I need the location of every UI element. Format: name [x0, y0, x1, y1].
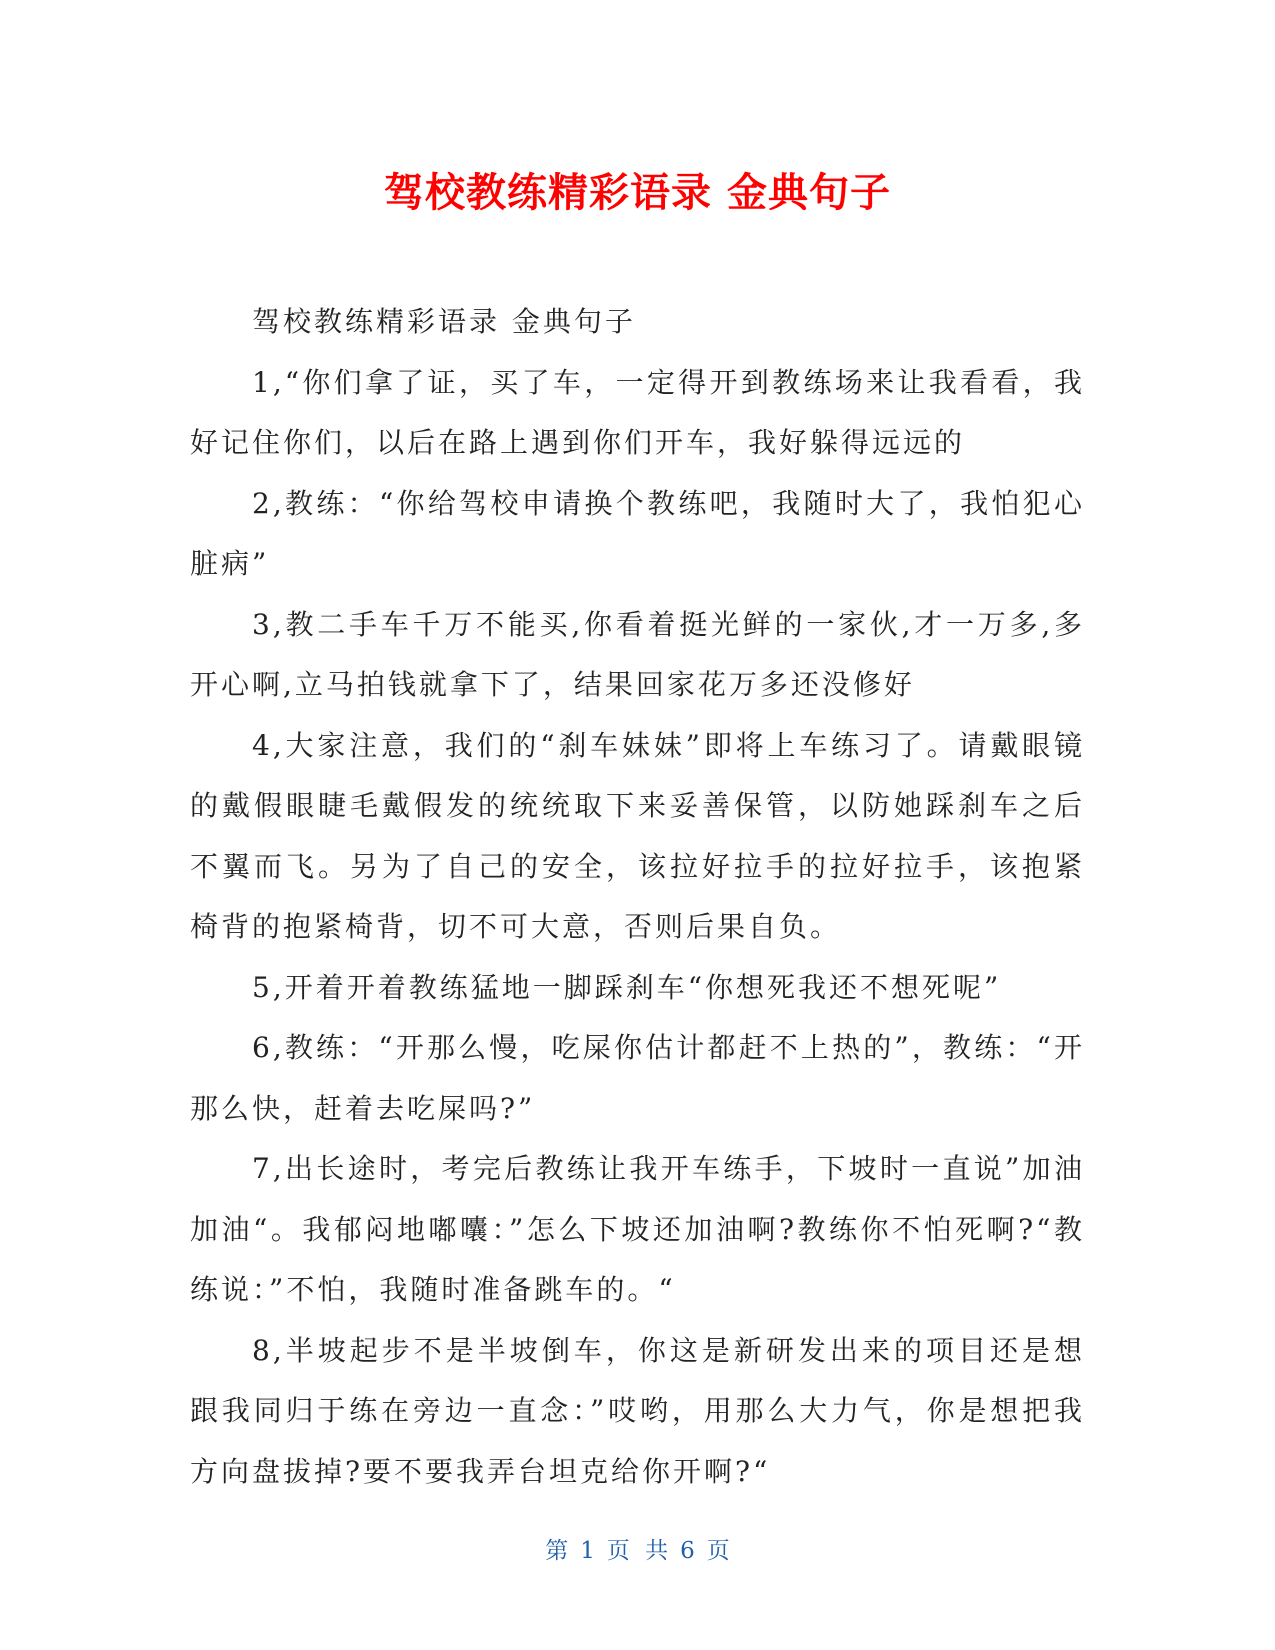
footer-total-pages: 6	[680, 1538, 695, 1564]
paragraph-heading: 驾校教练精彩语录 金典句子	[252, 305, 636, 338]
paragraph-quote-1: 1,“你们拿了证，买了车，一定得开到教练场来让我看看，我好记住你们，以后在路上遇到你们开车，我好躲得远远的	[190, 365, 1085, 459]
paragraph-quote-6: 6,教练：“开那么慢，吃屎你估计都赶不上热的”，教练：“开那么快，赶着去吃屎吗?”	[190, 1031, 1085, 1125]
footer-prefix: 第	[545, 1538, 569, 1564]
page-footer	[0, 1535, 1275, 1567]
document-body	[190, 292, 1085, 1502]
paragraph-quote-4: 4,大家注意，我们的“刹车妹妹”即将上车练习了。请戴眼镜的戴假眼睫毛戴假发的统统取下来妥善保管，以防她踩刹车之后不翼而飞。另为了自己的安全，该拉好拉手的拉好拉手，该抱紧椅背的抱紧椅背，切不可大意，否则后果自负。	[190, 728, 1085, 943]
paragraph-quote-2: 2,教练：“你给驾校申请换个教练吧，我随时大了，我怕犯心脏病”	[190, 486, 1085, 580]
footer-mid: 页 共	[606, 1538, 669, 1564]
paragraph-quote-7: 7,出长途时，考完后教练让我开车练手，下坡时一直说”加油加油“。我郁闷地嘟囔：”怎么下坡还加油啊?教练你不怕死啊?“教练说：”不怕，我随时准备跳车的。“	[190, 1152, 1085, 1306]
paragraph-quote-3: 3,教二手车千万不能买,你看着挺光鲜的一家伙,才一万多,多开心啊,立马拍钱就拿下了，结果回家花万多还没修好	[190, 607, 1085, 701]
footer-page-number: 1	[580, 1538, 595, 1564]
footer-suffix: 页	[706, 1538, 730, 1564]
document-title: 驾校教练精彩语录 金典句子	[384, 170, 891, 216]
paragraph-quote-5: 5,开着开着教练猛地一脚踩刹车“你想死我还不想死呢”	[252, 970, 1002, 1004]
paragraph-quote-8: 8,半坡起步不是半坡倒车，你这是新研发出来的项目还是想跟我同归于练在旁边一直念：”哎哟，用那么大力气，你是想把我方向盘拔掉?要不要我弄台坦克给你开啊?“	[190, 1333, 1085, 1488]
